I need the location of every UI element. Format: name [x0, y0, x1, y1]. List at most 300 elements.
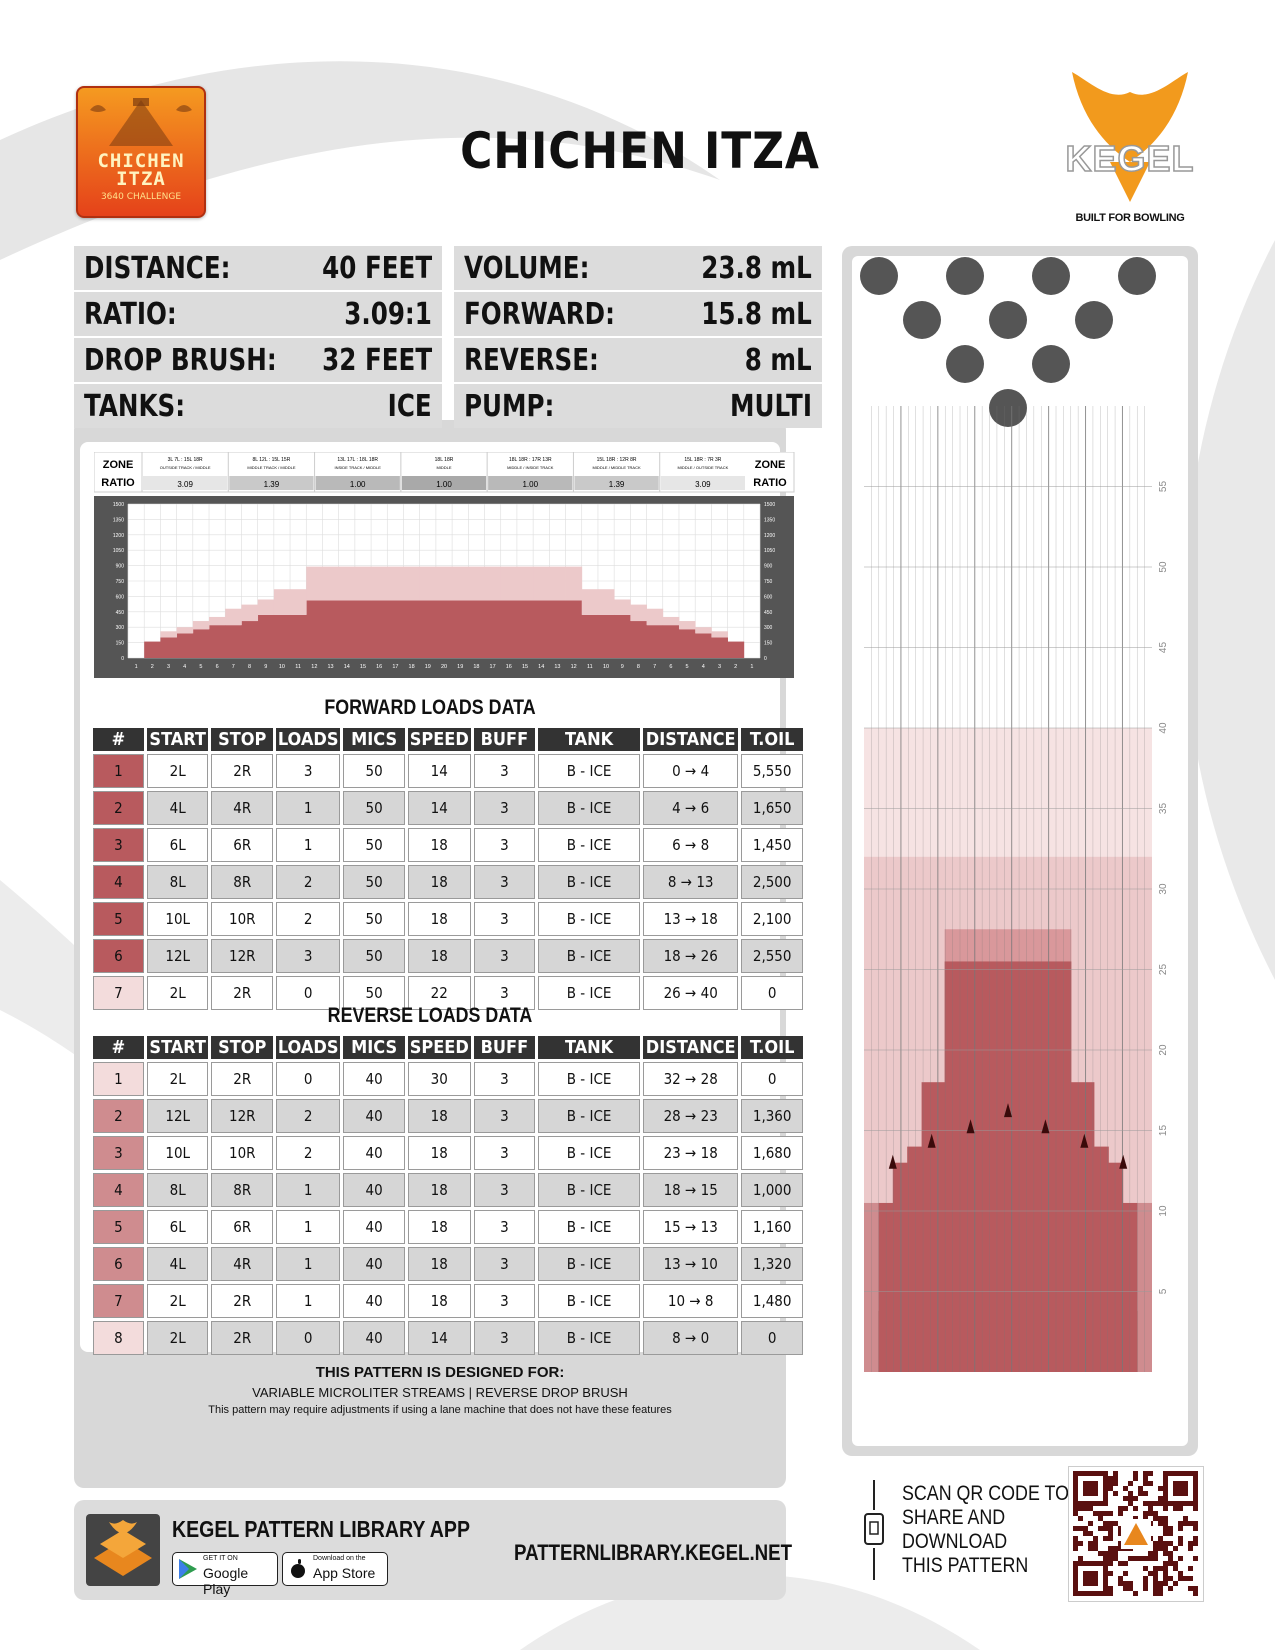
- x-tick: 3: [717, 664, 722, 670]
- app-icon: [86, 1514, 160, 1586]
- oil-bar: [177, 633, 194, 658]
- column-header: LOADS: [277, 729, 339, 750]
- oil-bar: [144, 642, 161, 658]
- app-title: KEGEL PATTERN LIBRARY APP: [172, 1516, 470, 1542]
- oil-bar: [339, 567, 356, 601]
- table-cell: 13 → 10: [643, 1247, 738, 1281]
- oil-bar: [371, 567, 388, 601]
- oil-bar: [517, 601, 534, 658]
- table-cell: 1: [276, 1247, 340, 1281]
- table-cell: 2,500: [741, 865, 803, 899]
- oil-bar: [582, 615, 599, 658]
- y-tick-left: 900: [115, 563, 124, 570]
- row-number: 5: [93, 1210, 144, 1244]
- table-cell: 1,680: [741, 1136, 803, 1170]
- column-header: TANK: [538, 1036, 640, 1059]
- apple-icon: [290, 1559, 306, 1579]
- oil-bar: [679, 621, 696, 629]
- x-tick: 15: [521, 664, 529, 670]
- x-tick: 10: [278, 664, 286, 670]
- table-cell: 0: [741, 1321, 803, 1355]
- table-cell: 4L: [147, 791, 209, 825]
- table-cell: 40: [343, 1099, 405, 1133]
- table-cell: 2: [276, 865, 340, 899]
- y-tick-left: 1500: [112, 502, 124, 508]
- zone-label-left: ZONE: [102, 459, 134, 471]
- table-cell: 3: [474, 939, 536, 973]
- table-cell: 18: [408, 828, 471, 862]
- table-cell: 50: [343, 976, 405, 1010]
- oil-bar: [355, 567, 372, 601]
- table-cell: 1: [276, 1173, 340, 1207]
- column-header: T.OIL: [741, 1036, 803, 1059]
- y-tick-left: 450: [115, 609, 124, 616]
- table-cell: 3: [474, 976, 536, 1010]
- oil-bar: [193, 621, 210, 629]
- table-cell: 3: [474, 1284, 536, 1318]
- table-cell: 40: [343, 1247, 405, 1281]
- table-cell: B - ICE: [538, 791, 640, 825]
- table-cell: 10 → 8: [643, 1284, 738, 1318]
- table-cell: 1,650: [741, 791, 803, 825]
- pin-icon: [860, 257, 898, 295]
- stat-value: 23.8 mL: [701, 251, 812, 286]
- foot-label: 55: [1158, 480, 1169, 493]
- oil-bar: [485, 601, 502, 658]
- pin-icon: [1118, 257, 1156, 295]
- oil-bar: [663, 625, 680, 658]
- table-cell: 0: [276, 976, 340, 1010]
- table-cell: 2L: [147, 976, 209, 1010]
- table-cell: 2: [276, 902, 340, 936]
- x-tick: 7: [653, 664, 657, 670]
- table-row: [93, 1173, 803, 1207]
- zone-name: 8L 12L : 15L 15R: [252, 457, 291, 463]
- table-cell: 18: [408, 865, 471, 899]
- y-tick-right: 900: [764, 563, 773, 570]
- table-cell: 40: [343, 1062, 405, 1096]
- y-tick-right: 0: [764, 656, 767, 662]
- oil-zone: [945, 961, 1072, 1372]
- row-number: 6: [93, 939, 144, 973]
- x-tick: 16: [505, 664, 512, 670]
- table-cell: 4R: [211, 1247, 273, 1281]
- phone-scan-icon: [862, 1480, 886, 1580]
- column-header: BUFF: [474, 1036, 536, 1059]
- google-play-small: GET IT ON: [203, 1555, 238, 1562]
- x-tick: 3: [166, 664, 171, 670]
- column-header: TANK: [538, 728, 640, 751]
- table-cell: 3: [276, 754, 340, 788]
- stat-key: DROP BRUSH:: [84, 343, 277, 378]
- x-tick: 8: [248, 664, 252, 670]
- stat-value: 8 mL: [745, 343, 812, 378]
- table-cell: 14: [408, 791, 471, 825]
- kegel-logo: [1050, 72, 1210, 232]
- table-cell: B - ICE: [538, 1099, 640, 1133]
- table-cell: 28 → 23: [643, 1099, 738, 1133]
- logo-title-line2: ITZA: [116, 168, 166, 190]
- table-cell: 8L: [147, 865, 209, 899]
- table-cell: 10L: [147, 1136, 209, 1170]
- lane-graphic: [852, 256, 1188, 1446]
- column-header: BUFF: [474, 728, 536, 751]
- zone-sub: MIDDLE: [436, 465, 452, 470]
- x-tick: 9: [620, 664, 624, 670]
- table-row: [93, 1099, 803, 1133]
- oil-bar: [160, 631, 177, 637]
- zone-name: 3L 7L : 15L 18R: [167, 457, 203, 463]
- google-play-badge[interactable]: [172, 1552, 278, 1597]
- oil-bar: [177, 627, 194, 633]
- column-header: MICS: [343, 1036, 405, 1059]
- table-cell: 8R: [211, 1173, 273, 1207]
- stat-value: MULTI: [730, 389, 812, 424]
- table-cell: B - ICE: [538, 865, 640, 899]
- foot-label: 30: [1158, 883, 1169, 895]
- table-cell: 2R: [211, 1062, 273, 1096]
- table-row: [93, 828, 803, 862]
- stat-value: ICE: [387, 389, 432, 424]
- pin-icon: [1075, 301, 1113, 339]
- table-cell: 2L: [147, 1284, 209, 1318]
- stat-key: TANKS:: [84, 389, 186, 424]
- oil-bar: [274, 615, 291, 658]
- qr-code[interactable]: [1068, 1466, 1204, 1602]
- stat-key: FORWARD:: [464, 297, 615, 332]
- stat-left-0: [74, 246, 442, 290]
- table-cell: B - ICE: [538, 902, 640, 936]
- table-row: [93, 1136, 803, 1170]
- column-header: MICS: [343, 728, 405, 751]
- pin-icon: [989, 389, 1027, 427]
- column-header: START: [147, 1036, 209, 1059]
- oil-bar: [241, 605, 258, 621]
- reverse-loads-table: [90, 1033, 806, 1358]
- kegel-tagline: BUILT FOR BOWLING: [1075, 212, 1185, 224]
- oil-bar: [468, 567, 485, 601]
- oil-bar: [549, 567, 566, 601]
- table-cell: B - ICE: [538, 1173, 640, 1207]
- y-tick-right: 300: [764, 625, 773, 632]
- pin-icon: [946, 345, 984, 383]
- table-row: [93, 902, 803, 936]
- google-play-label: Google Play: [203, 1565, 249, 1597]
- table-cell: 0 → 4: [643, 754, 738, 788]
- y-tick-right: 450: [764, 609, 773, 616]
- table-cell: 12R: [211, 1099, 273, 1133]
- x-tick: 11: [586, 664, 593, 670]
- column-header: #: [93, 1036, 144, 1059]
- column-header: SPEED: [409, 1037, 469, 1058]
- y-tick-left: 150: [115, 640, 124, 647]
- row-number: 4: [93, 865, 144, 899]
- oil-bar: [452, 567, 469, 601]
- y-tick-right: 150: [764, 640, 773, 647]
- column-header: DISTANCE: [643, 728, 738, 751]
- table-cell: 6L: [147, 828, 209, 862]
- x-tick: 12: [570, 664, 577, 670]
- oil-bar: [566, 567, 583, 601]
- table-cell: 50: [343, 902, 405, 936]
- column-header: STOP: [211, 1036, 273, 1059]
- table-cell: 3: [474, 791, 536, 825]
- oil-bar: [306, 601, 323, 658]
- stat-key: VOLUME:: [464, 251, 590, 286]
- table-cell: 18 → 15: [643, 1173, 738, 1207]
- column-header: DISTANCE: [643, 1036, 738, 1059]
- table-cell: 3: [474, 1062, 536, 1096]
- table-cell: 10R: [211, 902, 273, 936]
- row-number: 6: [93, 1247, 144, 1281]
- table-cell: 18: [408, 1247, 471, 1281]
- table-row: [93, 791, 803, 825]
- designed-for: [80, 1364, 800, 1416]
- table-cell: 50: [343, 828, 405, 862]
- table-cell: 4R: [211, 791, 273, 825]
- zone-name: 15L 18R : 7R 3R: [684, 457, 722, 463]
- x-tick: 19: [457, 664, 464, 670]
- table-cell: 1,160: [741, 1210, 803, 1244]
- oil-bar: [322, 601, 339, 658]
- x-tick: 2: [734, 664, 738, 670]
- table-cell: 18: [408, 1284, 471, 1318]
- column-header: #: [93, 728, 144, 751]
- table-cell: 2R: [211, 1321, 273, 1355]
- oil-bar: [663, 617, 680, 625]
- table-cell: 50: [343, 791, 405, 825]
- reverse-loads-title: REVERSE LOADS DATA: [327, 1004, 533, 1027]
- x-tick: 13: [327, 664, 334, 670]
- oil-bar: [436, 567, 453, 601]
- table-row: [93, 1210, 803, 1244]
- oil-bar: [630, 605, 647, 621]
- table-cell: 6L: [147, 1210, 209, 1244]
- x-tick: 9: [264, 664, 268, 670]
- table-cell: 22: [408, 976, 471, 1010]
- foot-label: 10: [1158, 1205, 1169, 1217]
- table-cell: 0: [741, 1062, 803, 1096]
- table-cell: 0: [741, 976, 803, 1010]
- x-tick: 18: [408, 664, 415, 670]
- oil-bar: [647, 609, 664, 625]
- oil-bar: [420, 601, 437, 658]
- table-row: [93, 1247, 803, 1281]
- x-tick: 12: [311, 664, 318, 670]
- table-cell: 40: [343, 1136, 405, 1170]
- oil-bar: [549, 601, 566, 658]
- oil-bar: [193, 629, 210, 658]
- x-tick: 15: [359, 664, 367, 670]
- stat-left-2: [74, 338, 442, 382]
- foot-label: 40: [1158, 722, 1169, 734]
- stat-right-3: [454, 384, 822, 428]
- table-cell: 13 → 18: [643, 902, 738, 936]
- oil-bar: [452, 601, 469, 658]
- x-tick: 5: [199, 664, 203, 670]
- table-row: [93, 754, 803, 788]
- x-tick: 2: [150, 664, 154, 670]
- zone-sub: MIDDLE / INSIDE TRACK: [507, 465, 554, 470]
- table-cell: 50: [343, 939, 405, 973]
- ratio-label-right: RATIO: [753, 477, 787, 489]
- table-cell: 10R: [211, 1136, 273, 1170]
- table-cell: 40: [343, 1210, 405, 1244]
- designed-for-note: This pattern may require adjustments if using a lane machine that does not have these features: [208, 1404, 672, 1416]
- y-tick-left: 600: [115, 594, 124, 601]
- oil-bar: [614, 599, 631, 614]
- zone-ratio: 1.39: [263, 480, 280, 489]
- zone-ratio: 3.09: [695, 480, 711, 489]
- stat-right-2: [454, 338, 822, 382]
- pattern-logo: [76, 86, 206, 218]
- table-cell: 23 → 18: [643, 1136, 738, 1170]
- oil-bar: [436, 601, 453, 658]
- table-cell: 2: [276, 1136, 340, 1170]
- x-tick: 18: [473, 664, 480, 670]
- forward-loads-table: [90, 725, 806, 1013]
- table-cell: 12L: [147, 939, 209, 973]
- table-cell: B - ICE: [538, 1247, 640, 1281]
- row-number: 1: [93, 754, 144, 788]
- table-cell: 12R: [211, 939, 273, 973]
- x-tick: 17: [392, 664, 399, 670]
- table-cell: 14: [408, 754, 471, 788]
- table-cell: 1: [276, 1210, 340, 1244]
- table-cell: 3: [474, 902, 536, 936]
- table-cell: 10L: [147, 902, 209, 936]
- table-cell: 8R: [211, 865, 273, 899]
- y-tick-right: 1500: [764, 502, 776, 508]
- row-number: 7: [93, 976, 144, 1010]
- x-tick: 6: [669, 664, 673, 670]
- ratio-label-left: RATIO: [101, 477, 135, 489]
- oil-bar: [566, 601, 583, 658]
- column-header: STOP: [211, 728, 273, 751]
- zone-ratio: 1.00: [349, 480, 366, 489]
- oil-bar: [695, 633, 712, 658]
- table-cell: 18 → 26: [643, 939, 738, 973]
- foot-label: 20: [1158, 1044, 1169, 1056]
- oil-bar: [322, 567, 339, 601]
- oil-bar: [533, 567, 550, 601]
- table-cell: 1,360: [741, 1099, 803, 1133]
- oil-bar: [598, 615, 615, 658]
- oil-bar: [355, 601, 372, 658]
- x-tick: 6: [215, 664, 219, 670]
- oil-bar: [209, 617, 226, 625]
- zone-ratio: 3.09: [177, 480, 193, 489]
- zone-ratio: 1.00: [436, 480, 452, 489]
- table-cell: 40: [343, 1173, 405, 1207]
- x-tick: 7: [231, 664, 235, 670]
- table-cell: 2,100: [741, 902, 803, 936]
- table-cell: 2L: [147, 1321, 209, 1355]
- play-icon: [179, 1559, 197, 1579]
- oil-bar: [274, 589, 291, 615]
- table-cell: 8L: [147, 1173, 209, 1207]
- table-cell: 18: [408, 1136, 471, 1170]
- table-cell: 5,550: [741, 754, 803, 788]
- foot-label: 25: [1158, 963, 1169, 976]
- library-url[interactable]: PATTERNLIBRARY.KEGEL.NET: [514, 1540, 793, 1565]
- oil-bar: [258, 599, 275, 614]
- table-cell: 26 → 40: [643, 976, 738, 1010]
- stat-right-0: [454, 246, 822, 290]
- x-tick: 17: [489, 664, 496, 670]
- oil-bar: [582, 589, 599, 615]
- table-cell: 2L: [147, 1062, 209, 1096]
- pyramid-icon: [78, 88, 204, 158]
- table-cell: B - ICE: [538, 754, 640, 788]
- x-tick: 19: [424, 664, 431, 670]
- table-cell: 1: [276, 791, 340, 825]
- stat-value: 40 FEET: [322, 251, 432, 286]
- oil-bar: [711, 637, 728, 658]
- table-cell: 3: [474, 754, 536, 788]
- oil-bar: [695, 627, 712, 633]
- stat-key: PUMP:: [464, 389, 555, 424]
- table-cell: 1,320: [741, 1247, 803, 1281]
- table-cell: 3: [474, 1136, 536, 1170]
- table-cell: 1: [276, 1284, 340, 1318]
- table-cell: 15 → 13: [643, 1210, 738, 1244]
- oil-bar: [420, 567, 437, 601]
- foot-label: 15: [1158, 1124, 1169, 1137]
- app-store-badge[interactable]: [282, 1552, 388, 1586]
- table-cell: 40: [343, 1321, 405, 1355]
- table-cell: 3: [474, 865, 536, 899]
- x-tick: 1: [750, 664, 754, 670]
- foot-label: 5: [1158, 1288, 1169, 1295]
- x-tick: 4: [701, 664, 705, 670]
- zone-name: 18L 18R : 17R 13R: [508, 457, 552, 463]
- row-number: 2: [93, 791, 144, 825]
- table-cell: 1,450: [741, 828, 803, 862]
- zone-sub: MIDDLE TRACK / MIDDLE: [247, 465, 296, 470]
- row-number: 8: [93, 1321, 144, 1355]
- table-cell: 1: [276, 828, 340, 862]
- oil-bar: [339, 601, 356, 658]
- stat-value: 32 FEET: [322, 343, 432, 378]
- table-cell: 50: [343, 865, 405, 899]
- oil-bar: [728, 642, 745, 658]
- oil-bar: [225, 625, 242, 658]
- stat-value: 3.09:1: [344, 297, 432, 332]
- y-tick-right: 1050: [764, 548, 776, 555]
- zone-sub: OUTSIDE TRACK / MIDDLE: [159, 465, 211, 470]
- column-header: START: [147, 728, 209, 751]
- y-tick-right: 600: [764, 594, 773, 601]
- x-tick: 5: [685, 664, 689, 670]
- zone-ratio: 1.39: [608, 480, 625, 489]
- foot-label: 45: [1158, 641, 1169, 654]
- table-cell: 3: [474, 828, 536, 862]
- table-cell: B - ICE: [538, 1284, 640, 1318]
- logo-title-line1: CHICHEN: [97, 150, 185, 172]
- pin-icon: [989, 301, 1027, 339]
- table-row: [93, 1284, 803, 1318]
- zone-sub: INSIDE TRACK / MIDDLE: [334, 465, 381, 470]
- oil-bar: [387, 601, 404, 658]
- oil-bar: [485, 567, 502, 601]
- table-cell: B - ICE: [538, 939, 640, 973]
- row-number: 4: [93, 1173, 144, 1207]
- oil-bar: [647, 625, 664, 658]
- table-cell: 2: [276, 1099, 340, 1133]
- table-cell: 18: [408, 902, 471, 936]
- table-cell: 2L: [147, 754, 209, 788]
